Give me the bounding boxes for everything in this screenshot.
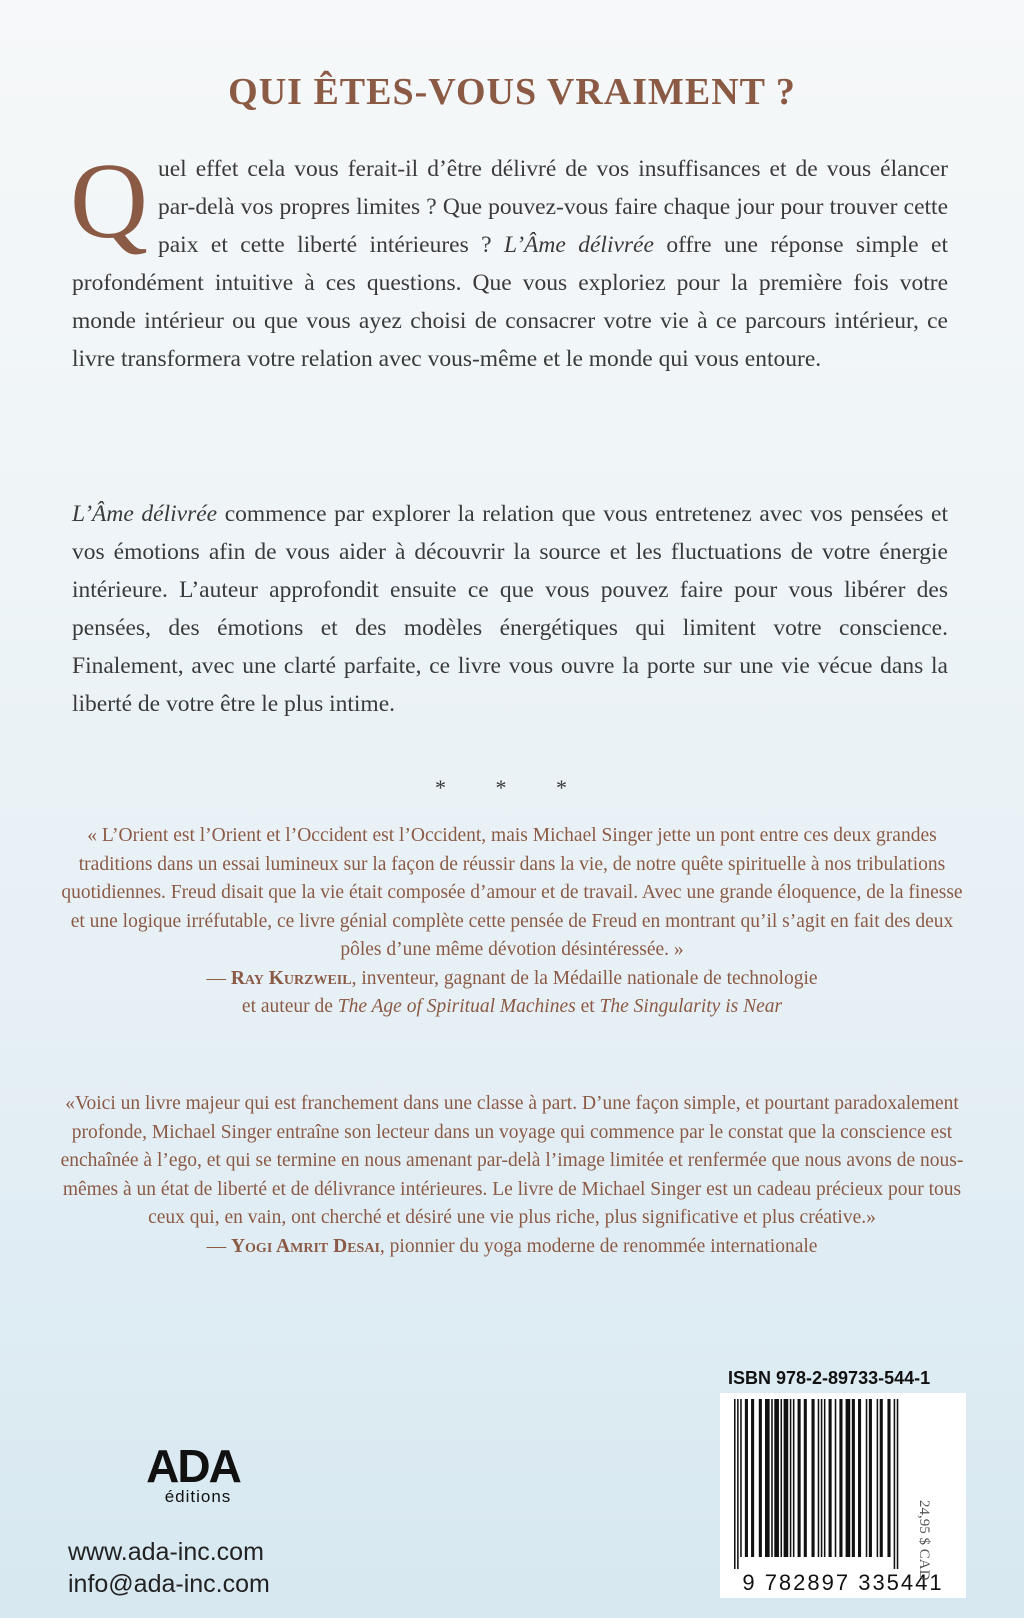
attribution-works: [60, 993, 964, 1022]
barcode-bar: [821, 1399, 823, 1557]
barcode-bar: [765, 1399, 770, 1557]
work-title-1: The Age of Spiritual Machines: [337, 996, 576, 1017]
cover-heading: QUI ÊTES-VOUS VRAIMENT ?: [228, 71, 796, 113]
works-conjunction: et: [580, 996, 595, 1017]
logo-text: ADA: [146, 1440, 240, 1492]
barcode-bar: [784, 1399, 789, 1557]
testimonial-attribution: [60, 1233, 964, 1262]
barcode-bar: [846, 1399, 851, 1557]
testimonial-text: « L’Orient est l’Orient et l’Occident est l’Occident, mais Michael Singer jette un pont entre ces deux grandes traditions dans un essai lumineux sur la façon de réussir dans la vie, de notre quête spirituelle à nos tribulations quotidiennes. Freud disait que la vie était composée d’amour et de travail. Avec une grande éloquence, de la finesse et une logique irréfutable, ce livre génial complète cette pensée de Freud en montrant qu’il s’agit en fait des deux pôles d’une même dévotion désintéressée. »: [61, 825, 963, 960]
attribution-dash: —: [206, 1235, 227, 1257]
barcode-bar: [818, 1399, 820, 1557]
barcode-bar: [781, 1399, 783, 1557]
barcode-bar: [887, 1399, 890, 1557]
price-label: 24,95 $ CAD: [916, 1500, 932, 1581]
publisher-logo: [138, 1438, 248, 1506]
barcode-bar: [824, 1399, 826, 1557]
attribution-dash: —: [206, 967, 226, 989]
barcode-bar: [894, 1399, 896, 1569]
barcode-bar: [852, 1399, 855, 1557]
barcode-bar: [829, 1399, 832, 1557]
work-title-2: The Singularity is Near: [599, 996, 783, 1017]
barcode-bar: [869, 1399, 872, 1557]
barcode-bar: [745, 1399, 748, 1557]
barcode-bar: [835, 1399, 837, 1557]
attribution-author: Yogi Amrit Desai: [230, 1235, 380, 1257]
book-title-italic: L’Âme délivrée: [504, 232, 654, 258]
description-text: commence par explorer la relation que vous entretenez avec vos pensées et vos émotions afin de vous aider à découvrir la source et les fluctuations de votre énergie intérieure. L’auteur approfondit ensuite ce que vous pouvez faire pour vous libérer des pensées, des émotions et des modèles énergétiques qui limitent votre conscience. Finalement, avec une clarté parfaite, ce livre vous ouvre la porte sur une vie vécue dans la liberté de votre être le plus intime.: [72, 501, 948, 717]
barcode-bar: [866, 1399, 868, 1557]
attribution-works-prefix: et auteur de: [241, 996, 333, 1017]
barcode-bar: [740, 1399, 742, 1557]
barcode-bar: [839, 1399, 842, 1557]
barcode-bar: [793, 1399, 795, 1557]
drop-cap: Q: [70, 142, 148, 261]
barcode-bar: [858, 1399, 861, 1557]
attribution-role: , pionnier du yoga moderne de renommée internationale: [379, 1235, 818, 1257]
description-paragraph: [72, 495, 948, 723]
isbn-label: ISBN 978-2-89733-544-1: [728, 1368, 931, 1388]
barcode-bar: [734, 1399, 736, 1569]
testimonial-desai: [60, 1090, 964, 1261]
barcode-bar: [812, 1399, 815, 1557]
barcode-bar: [880, 1399, 883, 1557]
barcode-bar: [751, 1399, 754, 1557]
logo-subtext: éditions: [164, 1487, 232, 1506]
barcode-bar: [897, 1399, 899, 1569]
testimonial-text: «Voici un livre majeur qui est franchement dans une classe à part. D’une façon simple, et pourtant paradoxalement profonde, Michael Singer entraîne son lecteur dans un voyage qui commence par le constat que la conscience est enchaînée à l’ego, et qui se termine en nous amenant par-delà l’image limitée et renfermée que nous avons de nous-mêmes à un état de liberté et de délivrance intérieures. Le livre de Michael Singer est un cadeau précieux pour tous ceux qui, en vain, ont cherché et désiré une vie plus riche, plus significative et plus créative.»: [60, 1093, 964, 1228]
intro-text-b: offre une réponse simple et profondément intuitive à ces questions. Que vous exploriez pour la première fois votre monde intérieur ou que vous ayez choisi de consacrer votre vie à ce parcours intérieur, ce livre transformera votre relation avec vous-même et le monde qui vous entoure.: [72, 232, 948, 372]
barcode-bar: [804, 1399, 807, 1557]
testimonial-kurzweil: [60, 822, 964, 1022]
attribution-author: Ray Kurzweil: [230, 967, 352, 989]
barcode-bar: [737, 1399, 739, 1569]
barcode-bar: [774, 1399, 779, 1557]
barcode-bar: [771, 1399, 773, 1557]
section-separator: * * *: [435, 775, 589, 800]
barcode-bar: [877, 1399, 879, 1557]
barcode-bar: [798, 1399, 801, 1557]
testimonial-attribution: [60, 965, 964, 994]
attribution-role: , inventeur, gagnant de la Médaille nationale de technologie: [351, 967, 818, 989]
barcode-bar: [790, 1399, 792, 1557]
barcode-number: 9 782897 335441: [742, 1570, 944, 1595]
publisher-email[interactable]: info@ada-inc.com: [68, 1570, 270, 1598]
intro-text-a: uel effet cela vous ferait-il d’être délivré de vos insuffisances et de vous élancer par-delà vos propres limites ? Que pouvez-vous faire chaque jour pour trouver cette paix et cette liberté intérieures ?: [158, 156, 948, 258]
barcode-bar: [759, 1399, 762, 1557]
publisher-website[interactable]: www.ada-inc.com: [68, 1538, 264, 1566]
intro-paragraph: [70, 142, 948, 378]
book-title-italic: L’Âme délivrée: [72, 501, 218, 527]
